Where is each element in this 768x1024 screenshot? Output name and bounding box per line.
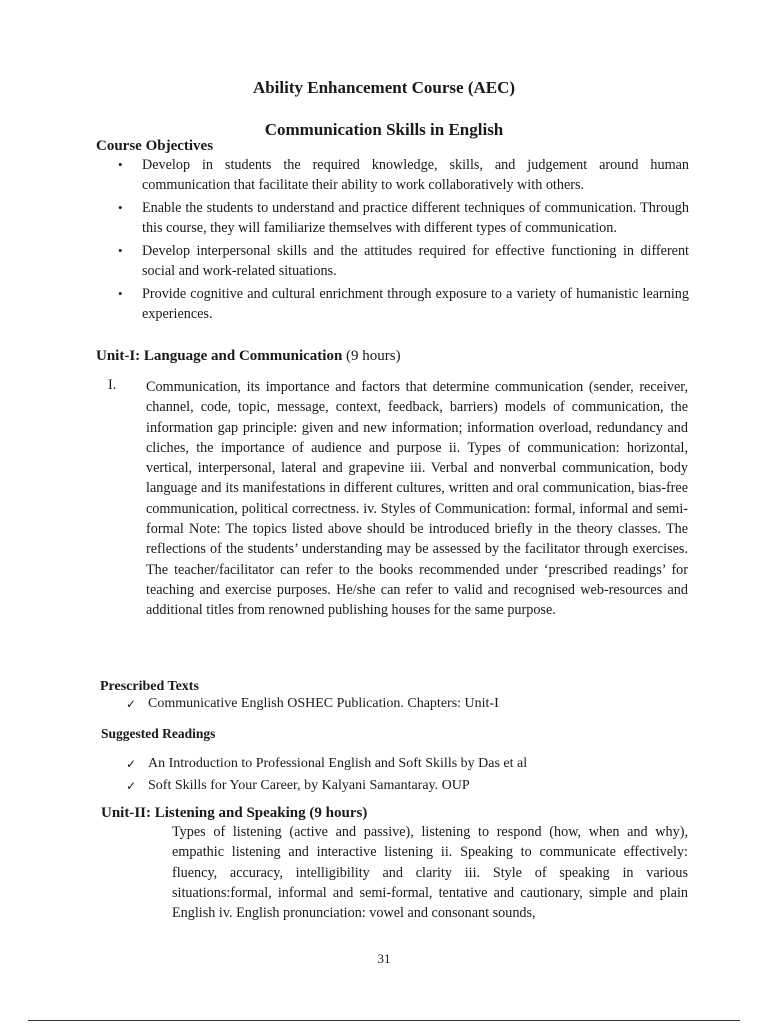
unit-i-heading (96, 348, 401, 365)
check-icon: ✓ (126, 779, 137, 793)
unit-i-title: Unit-I: Language and Communication (96, 348, 343, 364)
unit-ii-text: Types of listening (active and passive), listening to respond (how, when and why), empathic listening and interactive listening ii. Speaking to communicate effectively: fluency, accuracy, intelligibility and clarity iii. Style of speaking in various situations:formal, informal and semi-formal, tentative and cautionary, simple and plain English iv. English pronunciation: vowel and consonant sounds, (172, 824, 688, 922)
unit-ii-heading: Unit-II: Listening and Speaking (9 hours) (101, 805, 368, 821)
suggested-list (126, 754, 527, 798)
bottom-divider (28, 1020, 740, 1021)
objective-text: Provide cognitive and cultural enrichment through exposure to a variety of humanistic learning experiences. (142, 286, 689, 322)
list-item (117, 241, 689, 281)
check-icon: ✓ (126, 757, 137, 771)
list-item (126, 754, 527, 774)
objective-text: Develop in students the required knowledge, skills, and judgement around human communication that facilitate their ability to work collaboratively with others. (142, 157, 689, 193)
prescribed-texts-heading: Prescribed Texts (100, 679, 199, 694)
item-number: I. (108, 377, 117, 393)
document-subtitle: Communication Skills in English (264, 120, 504, 139)
bullet-icon: • (118, 200, 123, 215)
course-objectives-heading: Course Objectives (96, 138, 214, 154)
list-item (126, 694, 499, 714)
objectives-list (117, 155, 689, 327)
prescribed-list (126, 694, 499, 716)
unit-i-text: Communication, its importance and factors that determine communication (sender, receiver, channel, code, topic, message, context, feedback, barriers) models of communication, the information gap principle: given and new information; information overload, redundancy and cliches, the importance of audience and purpose ii. Types of communication: horizontal, vertical, interpersonal, lateral and grapevine iii. Verbal and nonverbal communication, body language and its manifestations in different cultures, written and oral communication, bias-free communication, political correctness. iv. Styles of Communication: formal, informal and semi-formal Note: The topics listed above should be introduced briefly in the theory classes. The reflections of the students’ understanding may be assessed by the facilitator through exercises. The teacher/facilitator can refer to the books recommended under ‘prescribed readings’ for teaching and exercise purposes. He/she can refer to valid and recognised web-resources and additional titles from renowned publishing houses for the same purpose. (146, 379, 688, 619)
unit-i-item (108, 377, 688, 621)
reading-text: Soft Skills for Your Career, by Kalyani Samantaray. OUP (148, 778, 470, 793)
list-item (117, 155, 689, 195)
page-number: 31 (377, 951, 391, 966)
prescribed-text: Communicative English OSHEC Publication. Chapters: Unit-I (148, 696, 499, 711)
document-title: Ability Enhancement Course (AEC) (252, 78, 516, 97)
bullet-icon: • (118, 157, 123, 172)
objective-text: Develop interpersonal skills and the attitudes required for effective functioning in different social and work-related situations. (142, 243, 689, 279)
suggested-readings-heading: Suggested Readings (101, 726, 216, 741)
check-icon: ✓ (126, 697, 137, 711)
list-item (117, 284, 689, 324)
list-item (126, 776, 527, 796)
bullet-icon: • (118, 286, 123, 301)
unit-i-hours: (9 hours) (346, 348, 401, 364)
bullet-icon: • (118, 243, 123, 258)
list-item (117, 198, 689, 238)
objective-text: Enable the students to understand and practice different techniques of communication. Through this course, they will familiarize themselves with different types of communication. (142, 200, 689, 236)
reading-text: An Introduction to Professional English and Soft Skills by Das et al (148, 756, 528, 771)
